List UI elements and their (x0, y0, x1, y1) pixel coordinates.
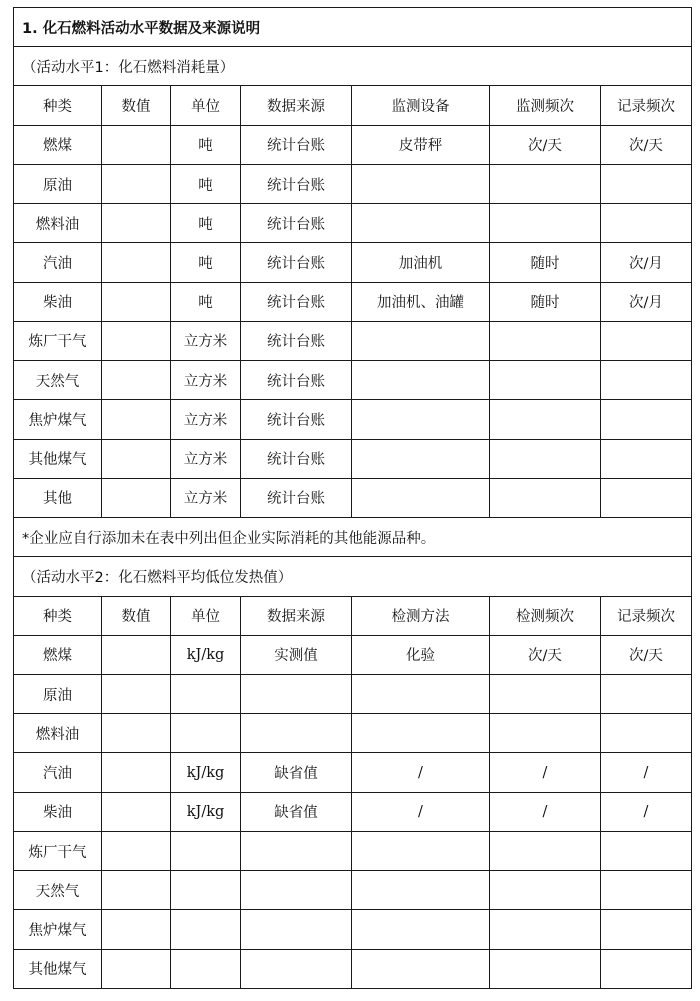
table-row (14, 439, 692, 478)
cell-value (102, 204, 171, 243)
cell-monitoring-frequency (490, 400, 601, 439)
cell-fuel-type: 其他煤气 (14, 439, 102, 478)
cell-value (102, 125, 171, 164)
cell-unit (171, 910, 241, 949)
cell-data-source: 统计台账 (241, 439, 352, 478)
cell-unit: 立方米 (171, 478, 241, 517)
cell-monitoring-frequency: / (490, 792, 601, 831)
cell-unit: 吨 (171, 282, 241, 321)
cell-value (102, 478, 171, 517)
table1-caption-row (14, 47, 692, 86)
column-header-unit: 单位 (171, 596, 241, 635)
cell-unit: 立方米 (171, 400, 241, 439)
cell-data-source (241, 871, 352, 910)
cell-fuel-type: 柴油 (14, 792, 102, 831)
cell-unit: 立方米 (171, 439, 241, 478)
cell-data-source: 统计台账 (241, 243, 352, 282)
cell-unit: 立方米 (171, 361, 241, 400)
cell-value (102, 282, 171, 321)
cell-recording-frequency (601, 831, 692, 870)
cell-value (102, 792, 171, 831)
table-row (14, 125, 692, 164)
cell-equipment-or-method (352, 164, 490, 203)
cell-unit (171, 949, 241, 988)
cell-unit (171, 674, 241, 713)
table-row (14, 321, 692, 360)
table-row (14, 674, 692, 713)
cell-fuel-type: 天然气 (14, 361, 102, 400)
cell-monitoring-frequency (490, 910, 601, 949)
column-header-monitoring-frequency: 检测频次 (490, 596, 601, 635)
cell-value (102, 243, 171, 282)
cell-recording-frequency (601, 674, 692, 713)
cell-value (102, 831, 171, 870)
cell-recording-frequency (601, 321, 692, 360)
cell-data-source: 实测值 (241, 635, 352, 674)
cell-equipment-or-method (352, 674, 490, 713)
cell-equipment-or-method: 加油机、油罐 (352, 282, 490, 321)
cell-recording-frequency (601, 164, 692, 203)
column-header-data-source: 数据来源 (241, 596, 352, 635)
cell-data-source: 统计台账 (241, 125, 352, 164)
cell-unit (171, 714, 241, 753)
table-row (14, 164, 692, 203)
cell-equipment-or-method: / (352, 753, 490, 792)
cell-monitoring-frequency: 随时 (490, 243, 601, 282)
table-row (14, 635, 692, 674)
cell-value (102, 714, 171, 753)
column-header-value: 数值 (102, 596, 171, 635)
table-row (14, 831, 692, 870)
cell-fuel-type: 其他煤气 (14, 949, 102, 988)
cell-monitoring-frequency: 随时 (490, 282, 601, 321)
cell-value (102, 361, 171, 400)
cell-equipment-or-method: 加油机 (352, 243, 490, 282)
cell-monitoring-frequency (490, 439, 601, 478)
column-header-data-source: 数据来源 (241, 86, 352, 125)
table-header-row (14, 86, 692, 125)
cell-equipment-or-method (352, 361, 490, 400)
cell-data-source (241, 674, 352, 713)
cell-recording-frequency: 次/天 (601, 125, 692, 164)
cell-fuel-type: 汽油 (14, 243, 102, 282)
table-row (14, 400, 692, 439)
column-header-recording-frequency: 记录频次 (601, 596, 692, 635)
cell-monitoring-frequency: 次/天 (490, 635, 601, 674)
cell-recording-frequency: 次/月 (601, 282, 692, 321)
cell-monitoring-frequency: 次/天 (490, 125, 601, 164)
cell-equipment-or-method: / (352, 792, 490, 831)
cell-monitoring-frequency: / (490, 753, 601, 792)
cell-recording-frequency: / (601, 753, 692, 792)
cell-equipment-or-method (352, 439, 490, 478)
table1-note: *企业应自行添加未在表中列出但企业实际消耗的其他能源品种。 (14, 518, 692, 557)
cell-monitoring-frequency (490, 361, 601, 400)
cell-fuel-type: 炼厂干气 (14, 831, 102, 870)
cell-fuel-type: 炼厂干气 (14, 321, 102, 360)
cell-unit: kJ/kg (171, 753, 241, 792)
cell-recording-frequency: 次/月 (601, 243, 692, 282)
cell-fuel-type: 天然气 (14, 871, 102, 910)
cell-fuel-type: 汽油 (14, 753, 102, 792)
table-row (14, 910, 692, 949)
cell-data-source: 统计台账 (241, 361, 352, 400)
cell-fuel-type: 其他 (14, 478, 102, 517)
cell-data-source: 缺省值 (241, 792, 352, 831)
cell-equipment-or-method (352, 478, 490, 517)
cell-recording-frequency (601, 400, 692, 439)
cell-unit (171, 831, 241, 870)
section-title-row (14, 8, 692, 47)
cell-recording-frequency: 次/天 (601, 635, 692, 674)
cell-monitoring-frequency (490, 164, 601, 203)
cell-data-source: 缺省值 (241, 753, 352, 792)
cell-equipment-or-method (352, 400, 490, 439)
cell-equipment-or-method (352, 831, 490, 870)
cell-recording-frequency (601, 439, 692, 478)
cell-monitoring-frequency (490, 949, 601, 988)
table-row (14, 478, 692, 517)
cell-monitoring-frequency (490, 674, 601, 713)
cell-fuel-type: 柴油 (14, 282, 102, 321)
cell-recording-frequency (601, 949, 692, 988)
cell-fuel-type: 原油 (14, 164, 102, 203)
cell-fuel-type: 燃煤 (14, 125, 102, 164)
cell-recording-frequency: / (601, 792, 692, 831)
cell-value (102, 321, 171, 360)
cell-equipment-or-method (352, 321, 490, 360)
cell-data-source: 统计台账 (241, 164, 352, 203)
cell-monitoring-frequency (490, 478, 601, 517)
cell-equipment-or-method: 皮带秤 (352, 125, 490, 164)
column-header-equipment-or-method: 监测设备 (352, 86, 490, 125)
cell-monitoring-frequency (490, 871, 601, 910)
column-header-monitoring-frequency: 监测频次 (490, 86, 601, 125)
column-header-equipment-or-method: 检测方法 (352, 596, 490, 635)
table2-caption-row (14, 557, 692, 596)
cell-equipment-or-method (352, 714, 490, 753)
column-header-value: 数值 (102, 86, 171, 125)
cell-monitoring-frequency (490, 321, 601, 360)
column-header-fuel-type: 种类 (14, 86, 102, 125)
cell-value (102, 753, 171, 792)
table-row (14, 714, 692, 753)
column-header-recording-frequency: 记录频次 (601, 86, 692, 125)
cell-recording-frequency (601, 204, 692, 243)
cell-fuel-type: 原油 (14, 674, 102, 713)
cell-fuel-type: 燃煤 (14, 635, 102, 674)
cell-value (102, 949, 171, 988)
cell-unit (171, 871, 241, 910)
cell-equipment-or-method (352, 204, 490, 243)
cell-monitoring-frequency (490, 204, 601, 243)
cell-data-source (241, 910, 352, 949)
cell-equipment-or-method: 化验 (352, 635, 490, 674)
cell-fuel-type: 燃料油 (14, 714, 102, 753)
cell-monitoring-frequency (490, 831, 601, 870)
cell-recording-frequency (601, 871, 692, 910)
table-row (14, 949, 692, 988)
cell-unit: 吨 (171, 204, 241, 243)
column-header-unit: 单位 (171, 86, 241, 125)
cell-value (102, 635, 171, 674)
table-header-row (14, 596, 692, 635)
cell-value (102, 439, 171, 478)
table-row (14, 792, 692, 831)
table-row (14, 204, 692, 243)
cell-data-source: 统计台账 (241, 400, 352, 439)
cell-unit: 吨 (171, 164, 241, 203)
cell-unit: 吨 (171, 125, 241, 164)
cell-recording-frequency (601, 361, 692, 400)
table-row (14, 243, 692, 282)
cell-value (102, 400, 171, 439)
table-row (14, 871, 692, 910)
cell-unit: kJ/kg (171, 635, 241, 674)
cell-data-source (241, 831, 352, 870)
cell-unit: 吨 (171, 243, 241, 282)
table1-note-row (14, 518, 692, 557)
cell-monitoring-frequency (490, 714, 601, 753)
table-row (14, 753, 692, 792)
section-title: 1. 化石燃料活动水平数据及来源说明 (14, 8, 692, 47)
cell-value (102, 871, 171, 910)
cell-data-source: 统计台账 (241, 478, 352, 517)
cell-value (102, 910, 171, 949)
cell-unit: 立方米 (171, 321, 241, 360)
cell-data-source (241, 714, 352, 753)
cell-recording-frequency (601, 478, 692, 517)
cell-data-source: 统计台账 (241, 282, 352, 321)
cell-value (102, 674, 171, 713)
table-row (14, 361, 692, 400)
fuel-activity-data-table (13, 7, 692, 989)
cell-data-source: 统计台账 (241, 321, 352, 360)
cell-equipment-or-method (352, 910, 490, 949)
table2-caption: （活动水平2：化石燃料平均低位发热值） (14, 557, 692, 596)
cell-equipment-or-method (352, 949, 490, 988)
cell-fuel-type: 焦炉煤气 (14, 400, 102, 439)
cell-unit: kJ/kg (171, 792, 241, 831)
cell-data-source: 统计台账 (241, 204, 352, 243)
cell-equipment-or-method (352, 871, 490, 910)
table1-caption: （活动水平1：化石燃料消耗量） (14, 47, 692, 86)
cell-recording-frequency (601, 714, 692, 753)
cell-recording-frequency (601, 910, 692, 949)
cell-data-source (241, 949, 352, 988)
cell-fuel-type: 焦炉煤气 (14, 910, 102, 949)
column-header-fuel-type: 种类 (14, 596, 102, 635)
table-row (14, 282, 692, 321)
cell-fuel-type: 燃料油 (14, 204, 102, 243)
cell-value (102, 164, 171, 203)
